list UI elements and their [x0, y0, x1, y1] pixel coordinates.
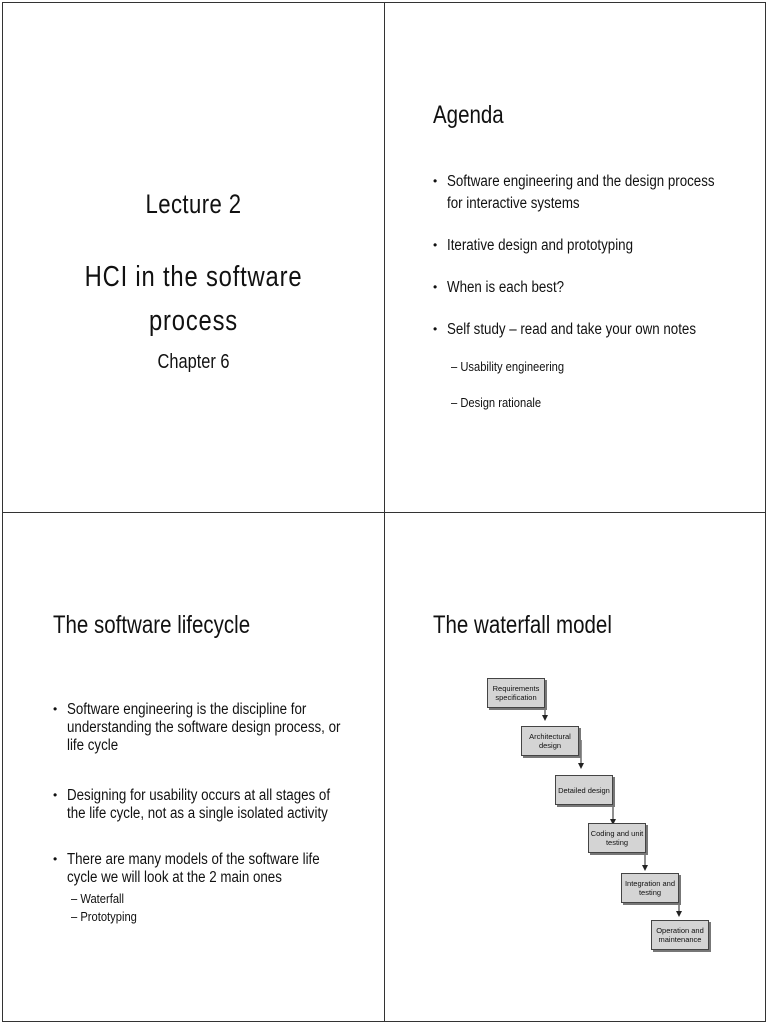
bullet-icon: •	[433, 238, 438, 252]
agenda-heading: Agenda	[433, 101, 504, 129]
agenda-sub-2: – Design rationale	[451, 395, 542, 410]
chapter-label: Chapter 6	[157, 351, 230, 373]
bullet-icon: •	[433, 174, 438, 188]
lifecycle-bullet-1-cont-a: understanding the software design process, or	[67, 719, 341, 736]
slide-title-line-2: process	[148, 305, 238, 337]
lecture-number: Lecture 2	[145, 189, 242, 219]
waterfall-heading: The waterfall model	[433, 611, 612, 639]
bullet-icon: •	[53, 852, 58, 866]
slide-agenda	[384, 2, 766, 513]
agenda-bullet-1-cont: for interactive systems	[447, 195, 580, 212]
stage-operation-maintenance: Operation and maintenance	[651, 920, 709, 950]
bullet-icon: •	[53, 702, 58, 716]
lifecycle-bullet-2: • Designing for usability occurs at all stages of	[53, 787, 331, 804]
lifecycle-bullet-1-cont-b: life cycle	[67, 737, 119, 754]
bullet-icon: •	[433, 280, 438, 294]
lifecycle-sub-2: – Prototyping	[71, 909, 137, 924]
slide-waterfall	[384, 512, 766, 1022]
stage-coding-unit-testing: Coding and unit testing	[588, 823, 646, 853]
agenda-bullet-1: • Software engineering and the design process	[433, 173, 715, 190]
lifecycle-sub-1: – Waterfall	[71, 891, 125, 906]
slide-lifecycle	[2, 512, 385, 1022]
lifecycle-heading: The software lifecycle	[53, 611, 251, 639]
bullet-icon: •	[53, 788, 58, 802]
stage-integration-testing: Integration and testing	[621, 873, 679, 903]
agenda-bullet-3: • When is each best?	[433, 279, 565, 296]
stage-detailed-design: Detailed design	[555, 775, 613, 805]
lifecycle-bullet-3-cont: cycle we will look at the 2 main ones	[67, 869, 282, 886]
bullet-icon: •	[433, 322, 438, 336]
agenda-bullet-2: • Iterative design and prototyping	[433, 237, 634, 254]
stage-requirements: Requirements specification	[487, 678, 545, 708]
lifecycle-bullet-1: • Software engineering is the discipline for	[53, 701, 307, 718]
slide-title-line-1: HCI in the software	[84, 261, 303, 293]
waterfall-arrows	[385, 513, 767, 1023]
slide-title	[2, 2, 385, 513]
stage-architectural-design: Architectural design	[521, 726, 579, 756]
lifecycle-bullet-3: • There are many models of the software life	[53, 851, 320, 868]
lifecycle-bullet-2-cont: the life cycle, not as a single isolated activity	[67, 805, 328, 822]
agenda-bullet-4: • Self study – read and take your own notes	[433, 321, 696, 338]
agenda-sub-1: – Usability engineering	[451, 359, 565, 374]
